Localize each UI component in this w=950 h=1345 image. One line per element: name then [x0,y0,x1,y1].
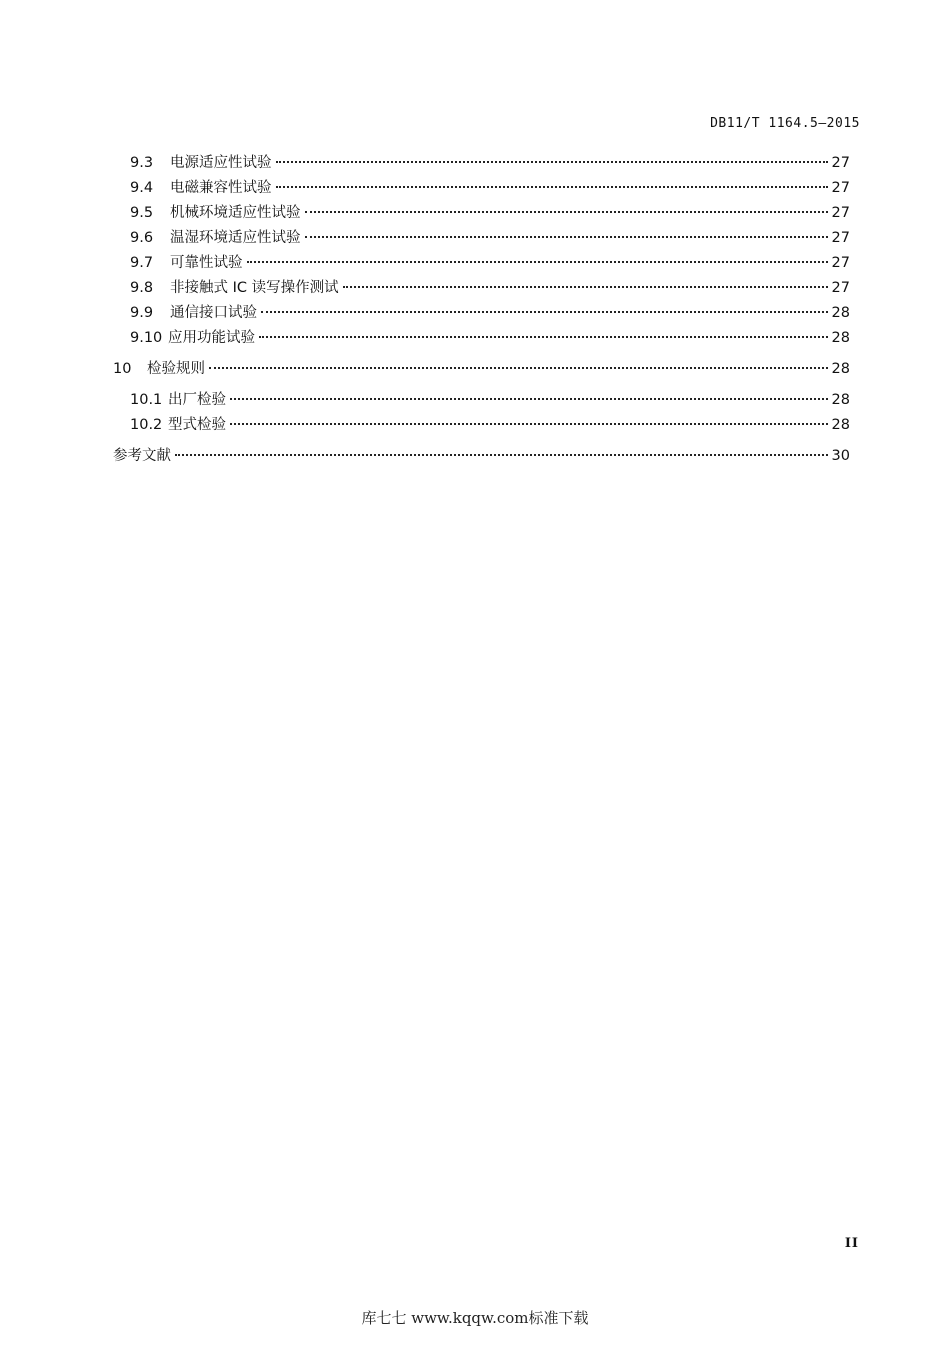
footer-watermark-text: 库七七 www.kqqw.com标准下载 [361,1309,589,1327]
toc-title: 检验规则 [147,361,205,377]
toc-entry-9-7[interactable] [130,253,850,273]
dot-leader [276,186,828,188]
toc-page: 28 [831,305,850,321]
toc-page: 27 [831,155,850,171]
dot-leader [175,454,828,456]
toc-title: 机械环境适应性试验 [170,205,301,221]
toc-entry-9-10[interactable] [130,328,850,348]
dot-leader [305,236,828,238]
toc-entry-10[interactable] [113,359,850,379]
document-code: DB11/T 1164.5—2015 [710,116,860,131]
toc-title: 可靠性试验 [170,255,243,271]
toc-number: 9.7 [130,255,154,271]
toc-entry-10-1[interactable] [130,390,850,410]
dot-leader [261,311,828,313]
page-number: II [844,1236,859,1251]
toc-number: 10 [113,361,132,377]
toc-entry-9-5[interactable] [130,203,850,223]
toc-entry-9-3[interactable] [130,153,850,173]
toc-number: 9.10 [130,330,163,346]
toc-number: 9.3 [130,155,154,171]
toc-number: 10.2 [130,417,163,433]
toc-title: 应用功能试验 [168,330,255,346]
toc-title: 非接触式 IC 读写操作测试 [170,280,339,296]
toc-page: 30 [831,448,850,464]
dot-leader [247,261,828,263]
dot-leader [276,161,828,163]
dot-leader [305,211,828,213]
toc-page: 28 [831,330,850,346]
toc-entry-9-4[interactable] [130,178,850,198]
toc-entry-10-2[interactable] [130,415,850,435]
toc-title: 电源适应性试验 [170,155,272,171]
toc-number: 9.5 [130,205,154,221]
dot-leader [230,423,828,425]
dot-leader [343,286,828,288]
toc-page: 28 [831,417,850,433]
toc-page: 27 [831,205,850,221]
toc-entry-9-9[interactable] [130,303,850,323]
toc-page: 27 [831,255,850,271]
toc-title: 通信接口试验 [170,305,257,321]
toc-title: 出厂检验 [168,392,226,408]
toc-page: 28 [831,361,850,377]
toc-number: 9.8 [130,280,154,296]
toc-entry-9-8[interactable] [130,278,850,298]
toc-page: 28 [831,392,850,408]
toc-entry-9-6[interactable] [130,228,850,248]
toc-page: 27 [831,280,850,296]
toc-number: 9.4 [130,180,154,196]
toc-page: 27 [831,230,850,246]
toc-title: 温湿环境适应性试验 [170,230,301,246]
toc-number: 9.9 [130,305,154,321]
toc-number: 9.6 [130,230,154,246]
toc-title: 型式检验 [168,417,226,433]
toc-title: 电磁兼容性试验 [170,180,272,196]
toc-number: 10.1 [130,392,163,408]
toc-entry-references[interactable] [113,446,850,466]
dot-leader [230,398,828,400]
dot-leader [209,367,828,369]
dot-leader [259,336,828,338]
toc-page: 27 [831,180,850,196]
toc-title: 参考文献 [113,448,171,464]
